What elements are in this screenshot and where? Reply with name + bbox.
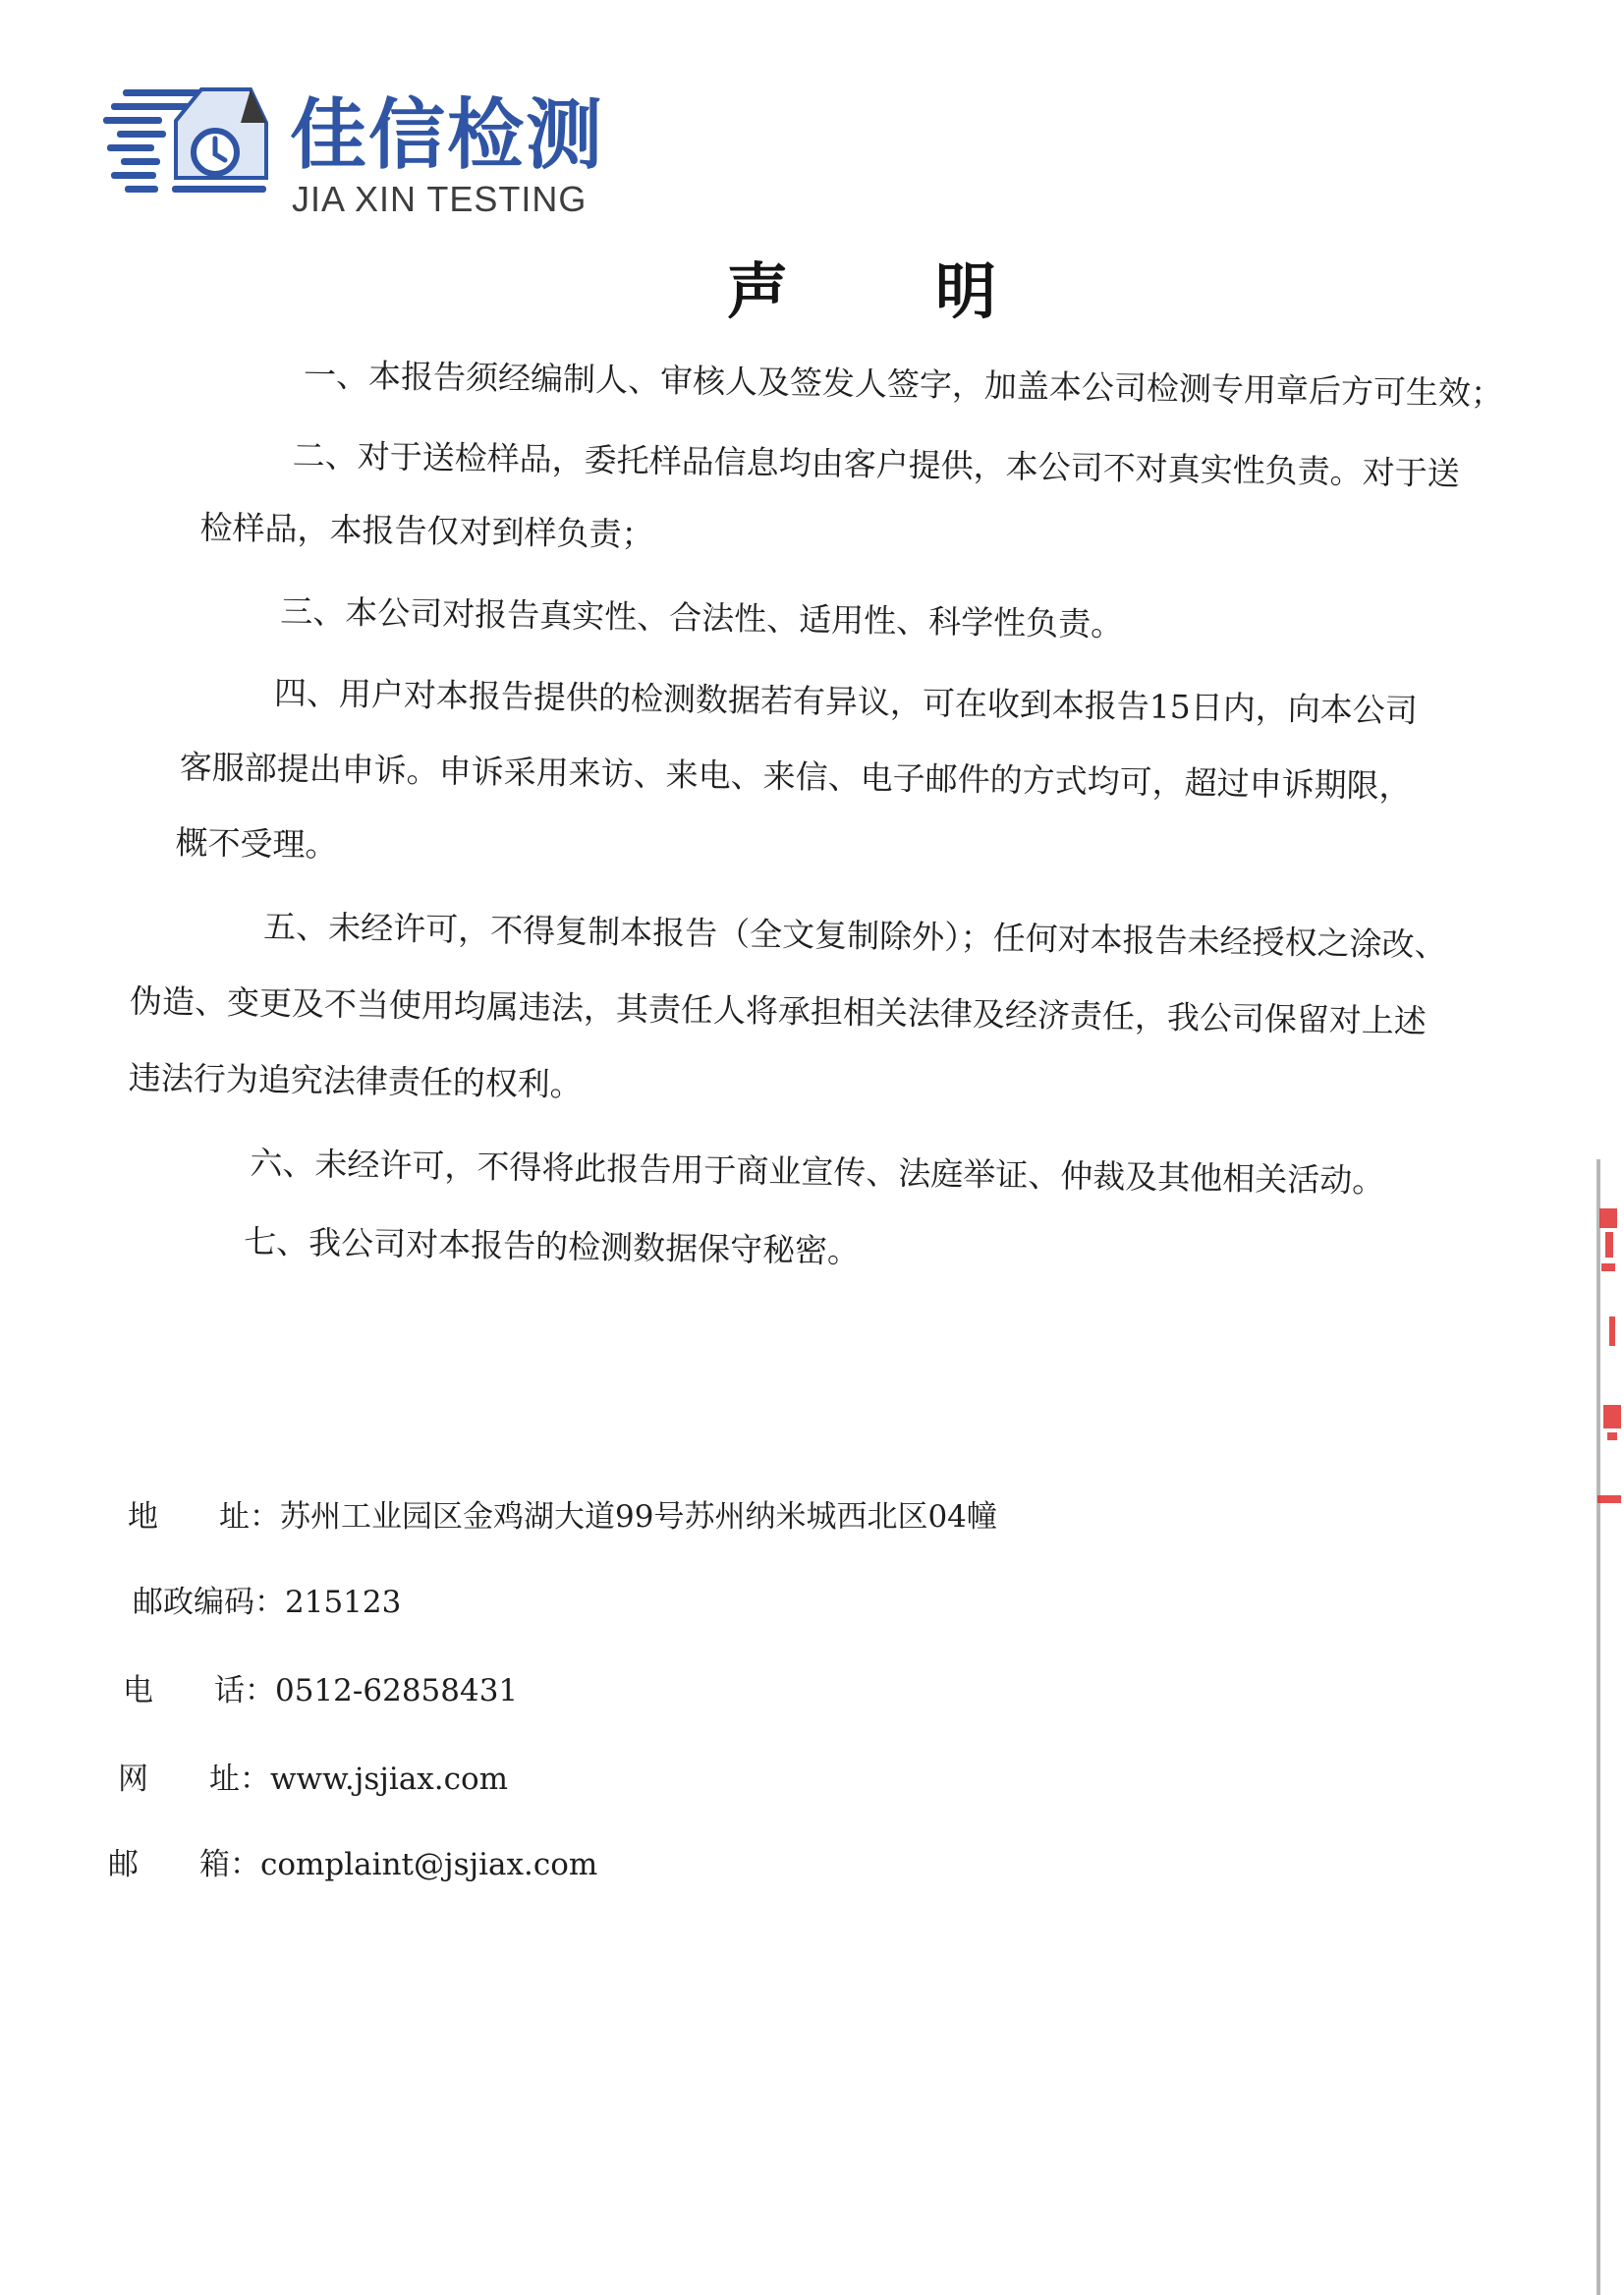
postcode-value: 215123 xyxy=(285,1585,402,1620)
postcode-label: 邮政编码： xyxy=(133,1585,285,1620)
website-value: www.jsjiax.com xyxy=(270,1762,509,1797)
statement-line: 五、未经许可，不得复制本报告（全文复制除外）；任何对本报告未经授权之涂改、 xyxy=(262,907,1447,965)
statement-line: 违法行为追究法律责任的权利。 xyxy=(128,1058,584,1104)
email-label: 邮 箱： xyxy=(108,1847,260,1882)
logo-truck-clock-icon xyxy=(103,84,280,211)
statement-line: 六、未经许可，不得将此报告用于商业宣传、法庭举证、仲裁及其他相关活动。 xyxy=(250,1144,1385,1201)
page-title xyxy=(727,257,996,326)
statement-line: 三、本公司对报告真实性、合法性、适用性、科学性负责。 xyxy=(279,591,1124,644)
address-value: 苏州工业园区金鸡湖大道99号苏州纳米城西北区04幢 xyxy=(280,1499,997,1535)
statement-line: 伪造、变更及不当使用均属违法，其责任人将承担相关法律及经济责任，我公司保留对上述 xyxy=(129,981,1428,1040)
logo-english-text: JIA XIN TESTING xyxy=(292,179,588,219)
statement-line: 七、我公司对本报告的检测数据保守秘密。 xyxy=(243,1222,861,1270)
statement-line: 一、本报告须经编制人、审核人及签发人签字，加盖本公司检测专用章后方可生效； xyxy=(303,355,1504,414)
statement-line: 概不受理。 xyxy=(175,822,338,865)
email-value: complaint@jsjiax.com xyxy=(260,1847,598,1882)
contact-email xyxy=(108,1844,597,1885)
address-label: 地 址： xyxy=(128,1499,280,1535)
contact-website xyxy=(118,1759,508,1800)
statement-line: 客服部提出申诉。申诉采用来访、来电、来信、电子邮件的方式均可，超过申诉期限， xyxy=(179,747,1412,806)
website-label: 网 址： xyxy=(118,1762,270,1797)
red-seal-stamp-edge xyxy=(1592,1208,1624,1523)
contact-address xyxy=(128,1496,997,1538)
statement-line: 二、对于送检样品，委托样品信息均由客户提供，本公司不对真实性负责。对于送 xyxy=(292,435,1460,493)
company-logo xyxy=(103,84,614,221)
phone-value: 0512-62858431 xyxy=(275,1673,519,1708)
logo-chinese-text: 佳信检测 xyxy=(290,91,605,180)
contact-postcode xyxy=(133,1582,401,1623)
statement-line: 检样品，本报告仅对到样负责； xyxy=(199,508,654,554)
title-char-1: 声 xyxy=(727,255,789,327)
title-char-2: 明 xyxy=(935,255,997,327)
contact-phone xyxy=(123,1670,518,1711)
phone-label: 电 话： xyxy=(123,1673,275,1708)
statement-line: 四、用户对本报告提供的检测数据若有异议，可在收到本报告15日内，向本公司 xyxy=(273,673,1419,730)
